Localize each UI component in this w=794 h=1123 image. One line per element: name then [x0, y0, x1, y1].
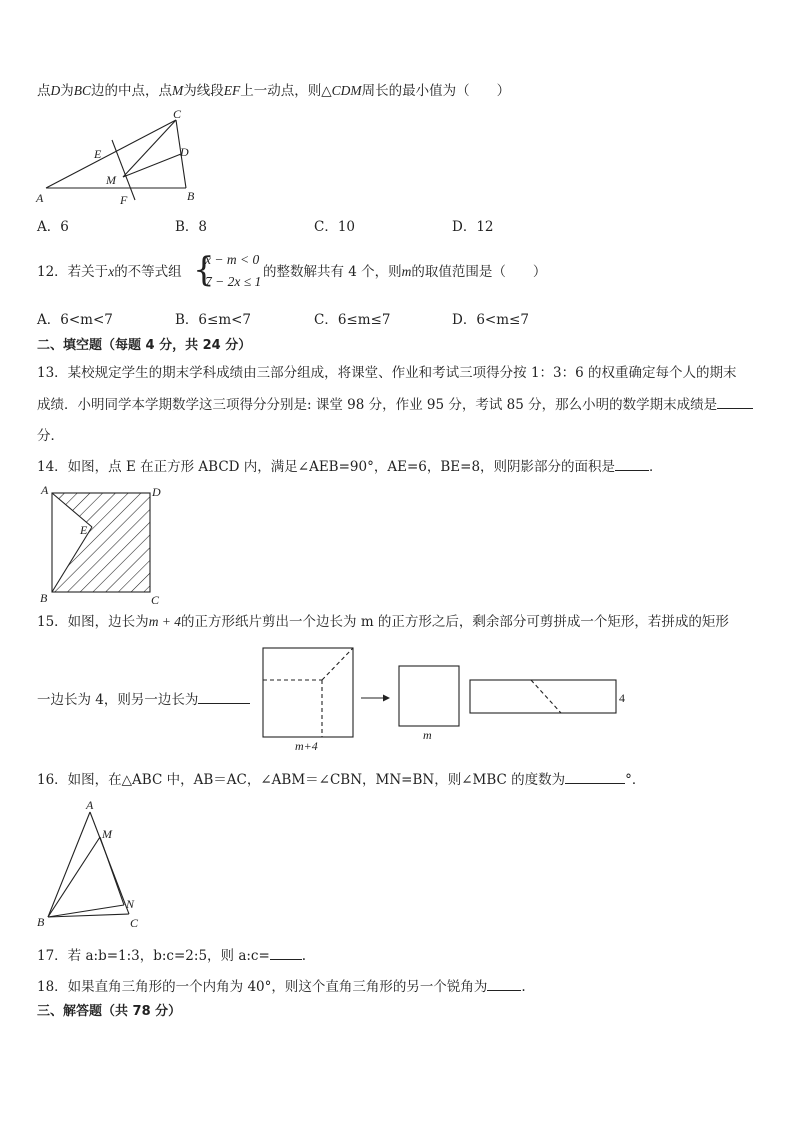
q11-option-d[interactable]: D．12 — [452, 219, 494, 235]
label-N: N — [126, 897, 135, 911]
section-heading-solutions: 三、解答题（共 78 分） — [37, 1004, 182, 1019]
q13-line-3: 分． — [37, 428, 64, 444]
q16-triangle-figure — [34, 796, 154, 931]
q11-option-c[interactable]: C．10 — [314, 219, 356, 235]
label-A: A — [86, 798, 94, 812]
q18-answer-blank[interactable] — [487, 977, 521, 991]
q13-answer-blank[interactable] — [717, 395, 753, 409]
label-C: C — [130, 916, 139, 930]
q12-option-d[interactable]: D．6<m≤7 — [452, 312, 529, 328]
q16-stem: 16．如图，在△ABC 中，AB＝AC，∠ABM＝∠CBN，MN=BN，则∠MBC 的度数为 °． — [37, 772, 646, 788]
label-F: F — [120, 193, 128, 207]
label-D: D — [180, 145, 189, 159]
q12-option-c[interactable]: C．6≤m≤7 — [314, 312, 391, 328]
q12-ineq-1: x − m < 0 — [205, 252, 260, 267]
q17-answer-blank[interactable] — [270, 946, 302, 960]
q17-stem: 17．若 a:b=1:3，b:c=2:5，则 a:c= . — [37, 948, 307, 964]
q14-answer-blank[interactable] — [615, 457, 649, 471]
label-D: D — [152, 485, 161, 499]
q16-answer-blank[interactable] — [565, 770, 625, 784]
label-4: 4 — [619, 691, 625, 705]
q13-line-2: 成绩．小明同学本学期数学这三项得分分别是: 课堂 98 分，作业 95 分，考试 85 分，那么小明的数学期末成绩是 — [37, 395, 753, 414]
label-B: B — [37, 915, 45, 929]
q12-stem-tail: 的整数解共有 4 个，则m的取值范围是（ ） — [263, 264, 547, 280]
q18-stem: 18．如果直角三角形的一个内角为 40°，则这个直角三角形的另一个锐角为 . — [37, 979, 526, 995]
label-C: C — [173, 107, 182, 121]
q11-triangle-figure — [30, 108, 200, 208]
label-A: A — [41, 483, 49, 497]
q14-stem: 14．如图，点 E 在正方形 ABCD 内，满足∠AEB=90°，AE=6，BE=8，则阴影部分的面积是 ． — [37, 459, 663, 475]
label-C: C — [151, 593, 160, 607]
label-B: B — [40, 591, 48, 605]
label-E: E — [80, 523, 88, 537]
label-m-plus-4: m+4 — [295, 739, 318, 753]
q11-option-a[interactable]: A．6 — [37, 219, 69, 235]
label-E: E — [94, 147, 102, 161]
section-heading-fill-in: 二、填空题（每题 4 分，共 24 分） — [37, 338, 252, 353]
q12-stem: 12．若关于x的不等式组 — [37, 264, 182, 280]
label-A: A — [36, 191, 44, 205]
q15-line-2: 一边长为 4，则另一边长为 — [37, 690, 250, 709]
q15-figure — [255, 640, 635, 755]
label-m: m — [423, 728, 432, 742]
q12-option-a[interactable]: A．6<m<7 — [37, 312, 113, 328]
label-M: M — [106, 173, 116, 187]
q14-square-figure — [36, 483, 166, 609]
q12-ineq-2: 7 − 2x ≤ 1 — [205, 274, 262, 289]
q12-option-b[interactable]: B．6≤m<7 — [175, 312, 252, 328]
q11-option-b[interactable]: B．8 — [175, 219, 208, 235]
q15-answer-blank[interactable] — [198, 690, 250, 704]
q15-line-1: 15．如图，边长为m + 4的正方形纸片剪出一个边长为 m 的正方形之后，剩余部分可剪拼成一个矩形，若拼成的矩形 — [37, 614, 729, 630]
q11-stem: 点D为BC边的中点，点M为线段EF上一动点，则△CDM周长的最小值为（ ） — [37, 83, 511, 99]
q13-line-1: 13．某校规定学生的期末学科成绩由三部分组成，将课堂、作业和考试三项得分按 1：3：6 的权重确定每个人的期末 — [37, 365, 737, 381]
q12-inequality-system: { x − m < 0 7 − 2x ≤ 1 — [193, 250, 262, 290]
label-M: M — [102, 827, 112, 841]
label-B: B — [187, 189, 195, 203]
